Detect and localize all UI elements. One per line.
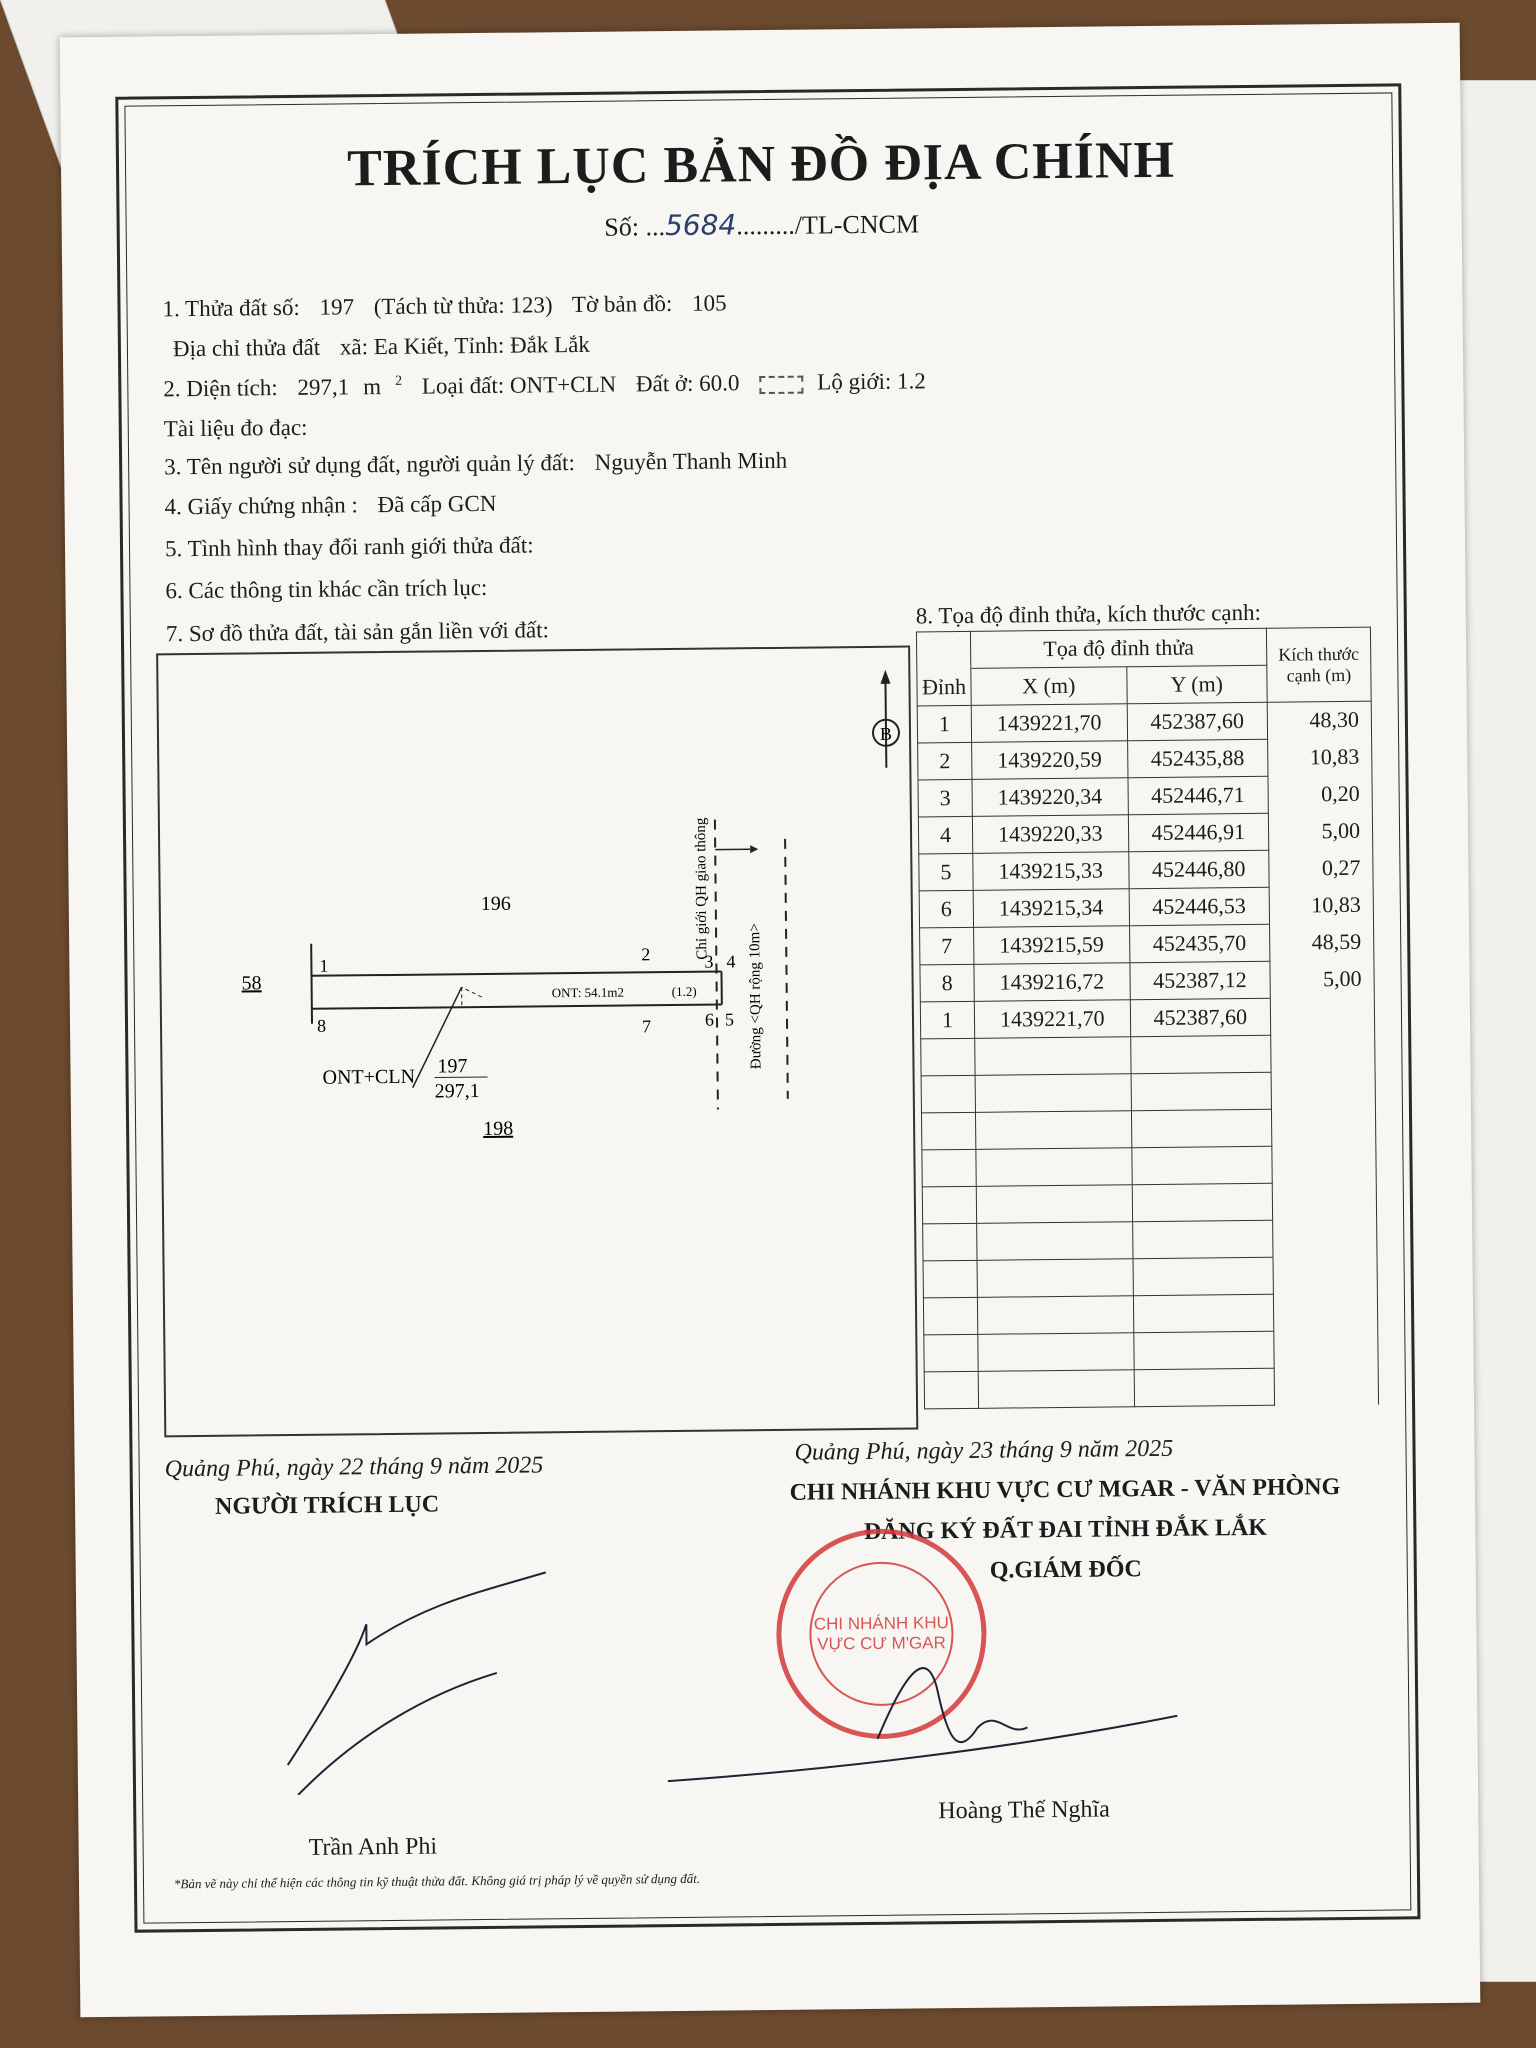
land-code-label: ONT+CLN <box>322 1065 416 1089</box>
coord-table-row: 1 1439221,70 452387,60 48,30 <box>917 701 1371 743</box>
right-signature <box>636 1626 1198 1802</box>
right-name: Hoàng Thế Nghĩa <box>938 1796 1110 1825</box>
edge-length: 10,83 <box>1269 886 1373 924</box>
right-role: Q.GIÁM ĐỐC <box>989 1556 1142 1584</box>
coord-table-row: 8 1439216,72 452387,12 5,00 <box>920 960 1374 1002</box>
vertex-1: 1 <box>319 955 329 976</box>
edge-length: 5,00 <box>1268 812 1372 850</box>
official-stamp: CHI NHÁNH KHU VỰC CƯ M'GAR <box>775 1528 987 1740</box>
left-title: NGƯỜI TRÍCH LỤC <box>214 1491 440 1520</box>
coordinate-table <box>916 627 1379 1410</box>
parcel-58-label: 58 <box>241 972 262 995</box>
length-header: Kích thước cạnh (m) <box>1266 627 1371 702</box>
coord-heading: 8. Tọa độ đỉnh thửa, kích thước cạnh: <box>915 599 1262 629</box>
left-date: Quảng Phú, ngày 22 tháng 9 năm 2025 <box>164 1452 544 1483</box>
edge-length: 5,00 <box>1270 960 1374 998</box>
survey-docs: Tài liệu đo đạc: <box>163 414 308 442</box>
coord-table-row <box>923 1293 1377 1335</box>
sketch-svg <box>158 648 916 1436</box>
point-header: Đỉnh <box>917 668 971 706</box>
document-title: TRÍCH LỤC BẢN ĐỒ ĐỊA CHÍNH <box>346 131 1176 198</box>
right-org-line2: ĐĂNG KÝ ĐẤT ĐAI TỈNH ĐẮK LẮK <box>863 1514 1268 1546</box>
road-edge-line <box>785 839 788 1099</box>
certificate-row: 4. Giấy chứng nhận : Đã cấp GCN <box>164 490 497 520</box>
owner-name: Nguyễn Thanh Minh <box>594 447 788 475</box>
road-label: Đường <QH rộng 10m> <box>746 923 765 1070</box>
vertex-2: 2 <box>641 944 651 965</box>
parcel-196-label: 196 <box>480 892 511 916</box>
vertex-4: 4 <box>726 951 736 972</box>
footnote: *Bản vẽ này chỉ thể hiện các thông tin kỹ thuật thửa đất. Không giá trị pháp lý về quyền sử dụng đất. <box>173 1870 701 1892</box>
coord-table-body <box>917 701 1378 1409</box>
left-signature <box>256 1562 558 1795</box>
parcel-info-row: 1. Thửa đất số: 197 (Tách từ thửa: 123) Tờ bản đồ: 105 <box>162 290 727 322</box>
left-name: Trần Anh Phi <box>308 1833 438 1861</box>
ont-area-label: ONT: 54.1m2 <box>551 984 625 1001</box>
land-type: Loại đất: ONT+CLN <box>421 371 617 399</box>
dashed-box-icon <box>759 375 803 393</box>
coord-table-row <box>921 1034 1375 1076</box>
area-row: 2. Diện tích: 297,1 m $^2$ Loại đất: ONT+CLN Đất ở: 60.0 Lộ giới: 1.2 <box>163 368 926 402</box>
coord-table-row: 5 1439215,33 452446,80 0,27 <box>919 849 1373 891</box>
coord-table-row: 4 1439220,33 452446,91 5,00 <box>918 812 1372 854</box>
coord-table-row <box>921 1108 1375 1150</box>
coord-table-row: 1 1439221,70 452387,60 <box>920 997 1374 1039</box>
parcel-number: 197 <box>319 294 355 320</box>
parcel-sketch <box>156 646 918 1438</box>
edge-length: 0,27 <box>1269 849 1373 887</box>
parcel-area-label: 297,1 <box>434 1080 480 1103</box>
parcel-bottom-edge <box>312 1005 722 1009</box>
map-sheet: 105 <box>691 290 727 316</box>
owner-row: 3. Tên người sử dụng đất, người quản lý đất: Nguyễn Thanh Minh <box>164 447 788 480</box>
coord-table-row: 7 1439215,59 452435,70 48,59 <box>920 923 1374 965</box>
document-number: Số: ...5684........./TL-CNCM <box>604 208 920 243</box>
parcel-198-label: 198 <box>483 1117 514 1141</box>
vertex-5: 5 <box>724 1009 735 1030</box>
parcel-top-edge <box>312 972 722 976</box>
edge-length: 48,30 <box>1267 701 1371 739</box>
edge-length: 10,83 <box>1268 738 1372 776</box>
edge-length: 0,20 <box>1268 775 1372 813</box>
vertex-6: 6 <box>704 1009 715 1030</box>
sketch-heading: 7. Sơ đồ thửa đất, tài sản gắn liền với đất: <box>165 617 550 647</box>
document-page <box>60 23 1481 2018</box>
coord-table-row <box>922 1182 1376 1224</box>
coord-table-row <box>924 1367 1378 1409</box>
coord-table-row <box>923 1256 1377 1298</box>
coord-table-row: 2 1439220,59 452435,88 10,83 <box>918 738 1372 780</box>
vertex-8: 8 <box>316 1015 327 1036</box>
road-boundary-label: Chỉ giới QH giao thông <box>692 817 711 960</box>
coord-table-row <box>921 1071 1375 1113</box>
setback-label: (1.2) <box>671 983 697 1000</box>
other-info: 6. Các thông tin khác cần trích lục: <box>165 574 488 604</box>
coord-table-row <box>923 1219 1377 1261</box>
vertex-3: 3 <box>704 951 714 972</box>
coord-table-row <box>922 1145 1376 1187</box>
x-header: X (m) <box>971 667 1127 706</box>
road-boundary-line <box>715 820 718 1110</box>
right-date: Quảng Phú, ngày 23 tháng 9 năm 2025 <box>794 1435 1174 1466</box>
edge-length: 48,59 <box>1270 923 1374 961</box>
coord-header-group: Tọa độ đỉnh thửa <box>970 628 1266 668</box>
right-org-line1: CHI NHÁNH KHU VỰC CƯ MGAR - VĂN PHÒNG <box>789 1474 1341 1506</box>
address-row: Địa chỉ thửa đất xã: Ea Kiết, Tỉnh: Đắk Lắk <box>172 331 590 362</box>
parcel-number-label: 197 <box>437 1055 468 1078</box>
handwritten-number: 5684 <box>664 208 737 243</box>
north-label: B <box>879 723 893 744</box>
coord-table-row: 6 1439215,34 452446,53 10,83 <box>919 886 1373 928</box>
coord-table-row: 3 1439220,34 452446,71 0,20 <box>918 775 1372 817</box>
coord-table-row <box>924 1330 1378 1372</box>
y-header: Y (m) <box>1126 665 1267 703</box>
area-value: 297,1 <box>297 374 350 400</box>
boundary-changes: 5. Tình hình thay đổi ranh giới thửa đất: <box>164 532 534 562</box>
vertex-7: 7 <box>641 1016 652 1037</box>
